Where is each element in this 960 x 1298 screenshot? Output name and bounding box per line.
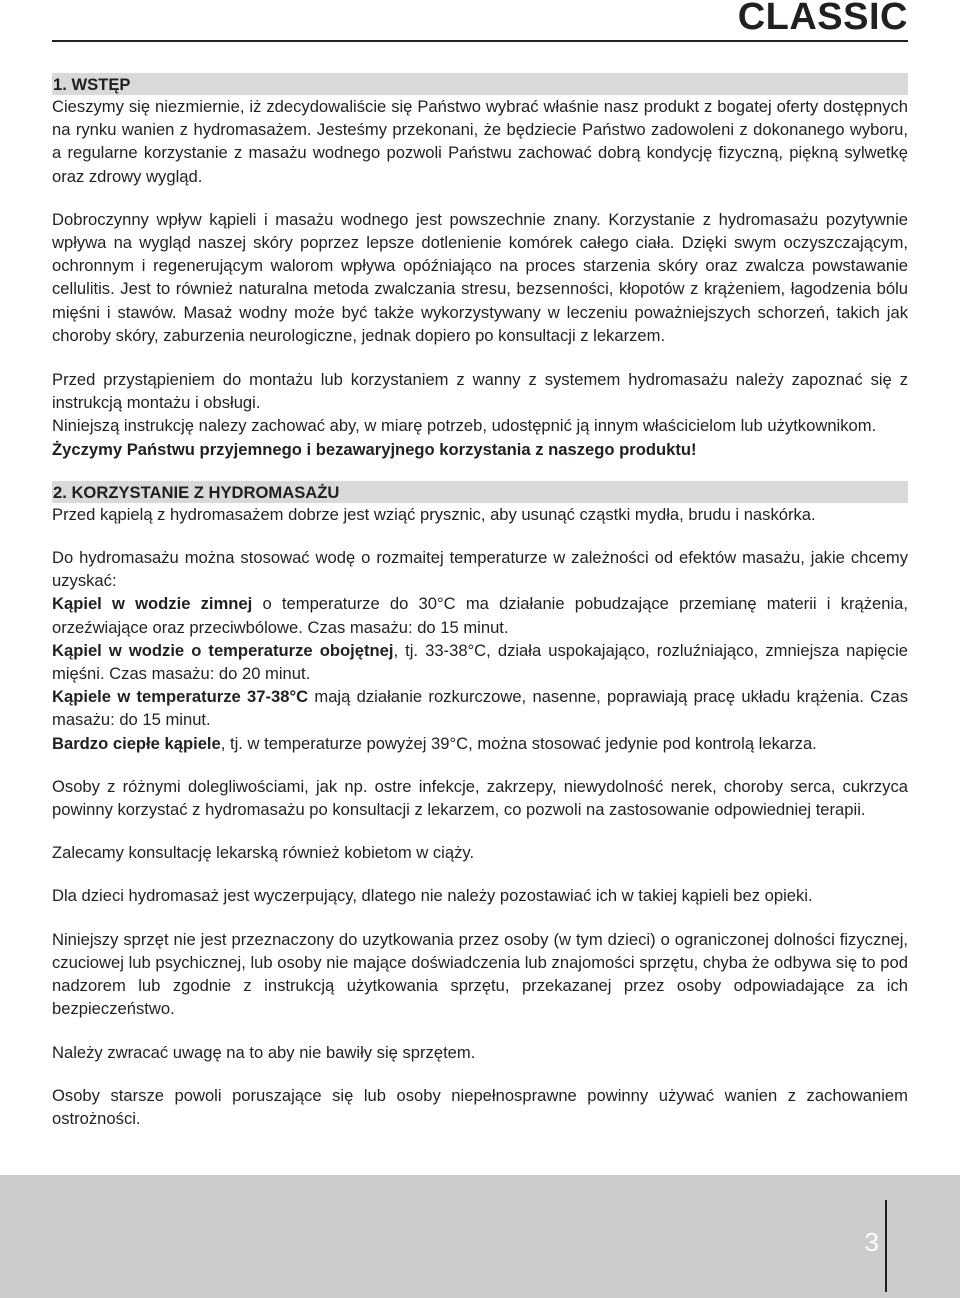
usage-paragraph-5: Dla dzieci hydromasaż jest wyczerpujący, dlatego nie należy pozostawiać ich w takiej kąpieli bez opieki. bbox=[52, 886, 813, 906]
intro-paragraph-1: Cieszymy się niezmiernie, iż zdecydowaliście się Państwo wybrać właśnie nasz produkt z bogatej oferty dostępnych na rynku wanien z hydromasażem. Jesteśmy przekonani, że będziecie Państwo zadowoleni z dokonanego wyboru, a regularne korzystanie z masażu wodnego pozwoli Państwu zachować dobrą kondycję fizyczną, piękną sylwetkę oraz zdrowy wygląd. bbox=[52, 97, 908, 186]
page-content bbox=[52, 73, 908, 1130]
page-number-divider bbox=[885, 1200, 887, 1292]
usage-paragraph-4: Zalecamy konsultację lekarską również kobietom w ciąży. bbox=[52, 843, 475, 863]
cold-bath-text: o temperaturze do 30°C ma działanie pobudzające przemianę materii i krążenia, orzeźwiające oraz przeciwbólowe. Czas masażu: do 15 minut. bbox=[52, 594, 908, 637]
intro-paragraph-3: Przed przystąpieniem do montażu lub korzystaniem z wanny z systemem hydromasażu należy zapoznać się z instrukcją montażu i obsługi. bbox=[52, 370, 908, 413]
usage-paragraph-3: Osoby z różnymi dolegliwościami, jak np. ostre infekcje, zakrzepy, niewydolność nerek, choroby serca, cukrzyca powinny korzystać z hydromasażu po konsultacji z lekarzem, co pozwoli na zastosowanie odpowiedniej terapii. bbox=[52, 776, 908, 820]
section-heading-intro: 1. WSTĘP bbox=[52, 73, 908, 95]
warm-bath-title: Kąpiele w temperaturze 37-38°C bbox=[52, 687, 309, 707]
neutral-bath-paragraph bbox=[52, 639, 908, 685]
section-heading-usage: 2. KORZYSTANIE Z HYDROMASAŻU bbox=[52, 481, 908, 503]
intro-closing-wish bbox=[52, 438, 908, 461]
neutral-bath-title: Kąpiel w wodzie o temperaturze obojętnej bbox=[52, 640, 394, 660]
hot-bath-text: , tj. w temperaturze powyżej 39°C, można stosować jedynie pod kontrolą lekarza. bbox=[220, 733, 817, 753]
brand-title: CLASSIC bbox=[737, 0, 908, 38]
intro-paragraph-2: Dobroczynny wpływ kąpieli i masażu wodnego jest powszechnie znany. Korzystanie z hydromasażu pozytywnie wpływa na wygląd naszej skóry poprzez lepsze dotlenienie komórek całego ciała. Dzięki swym oczyszczającym, ochronnym i regenerującym walorom wpływa opóźniająco na proces starzenia skóry oraz zwalcza powstawanie cellulitis. Jest to również naturalna metoda zwalczania stresu, bezsenności, kłopotów z krążeniem, łagodzenia bólu mięśni i stawów. Masaż wodny może być także wykorzystywany w leczeniu poważniejszych schorzeń, takich jak choroby skóry, zaburzenia neurologiczne, jednak dopiero po konsultacji z lekarzem. bbox=[52, 209, 908, 345]
usage-paragraph-2: Do hydromasażu można stosować wodę o rozmaitej temperaturze w zależności od efektów masażu, jakie chcemy uzyskać: bbox=[52, 548, 908, 591]
page-number: 3 bbox=[864, 1227, 879, 1257]
page-footer bbox=[0, 1175, 960, 1298]
cold-bath-paragraph bbox=[52, 592, 908, 638]
hot-bath-paragraph bbox=[52, 732, 908, 755]
neutral-bath-text: , tj. 33-38°C, działa uspokajająco, rozluźniająco, zmniejsza napięcie mięśni. Czas masażu: do 20 minut. bbox=[52, 640, 908, 684]
warm-bath-paragraph bbox=[52, 685, 908, 731]
warm-bath-text: mają działanie rozkurczowe, nasenne, poprawiają pracę układu krążenia. Czas masażu: do 15 minut. bbox=[52, 687, 908, 730]
closing-wish-text: Życzymy Państwu przyjemnego i bezawaryjnego korzystania z naszego produktu! bbox=[52, 439, 697, 459]
intro-paragraph-4: Niniejszą instrukcję nalezy zachować aby, w miarę potrzeb, udostępnić ją innym właścicielom lub użytkownikom. bbox=[52, 416, 877, 436]
usage-paragraph-7: Należy zwracać uwagę na to aby nie bawiły się sprzętem. bbox=[52, 1042, 476, 1062]
header-rule bbox=[52, 40, 908, 42]
cold-bath-title: Kąpiel w wodzie zimnej bbox=[52, 594, 253, 614]
usage-paragraph-6: Niniejszy sprzęt nie jest przeznaczony do uzytkowania przez osoby (w tym dzieci) o ograniczonej dolności fizycznej, czuciowej lub psychicznej, lub osoby nie mające doświadczenia lub znajomości sprzętu, chyba że odbywa się to pod nadzorem lub zgodnie z instrukcją użytkowania sprzętu, przekazanej przez osoby odpowiadające za ich bezpieczeństwo. bbox=[52, 929, 908, 1019]
usage-paragraph-8: Osoby starsze powoli poruszające się lub osoby niepełnosprawne powinny używać wanien z zachowaniem ostrożności. bbox=[52, 1085, 908, 1128]
usage-paragraph-1: Przed kąpielą z hydromasażem dobrze jest wziąć prysznic, aby usunąć cząstki mydła, brudu i naskórka. bbox=[52, 504, 816, 524]
hot-bath-title: Bardzo ciepłe kąpiele bbox=[52, 733, 221, 753]
